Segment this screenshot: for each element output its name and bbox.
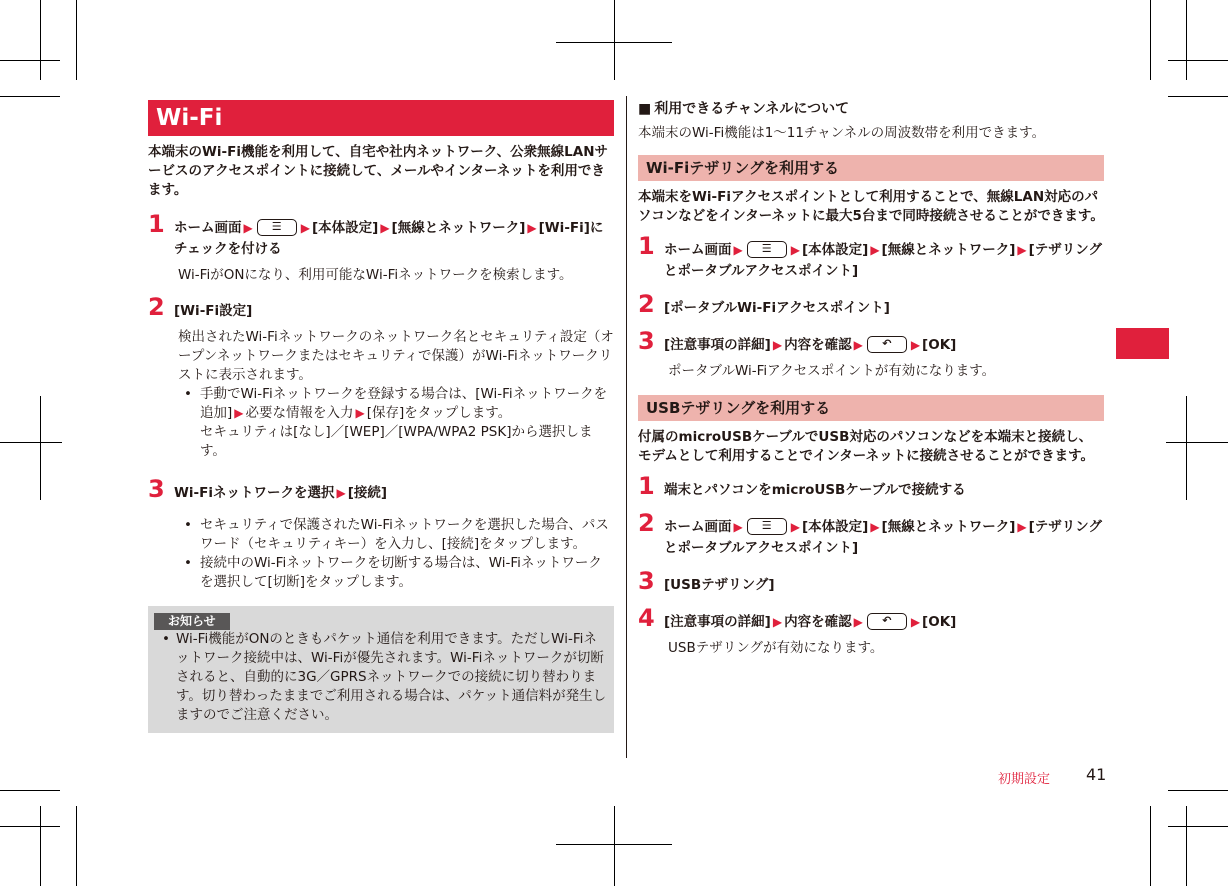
- step-number: 1: [638, 472, 655, 500]
- right-triangle-icon: ▶: [243, 221, 253, 235]
- subheading: ■ 利用できるチャンネルについて: [638, 101, 850, 117]
- square-bullet-icon: ■: [638, 101, 652, 117]
- step-description: ポータブルWi-Fiアクセスポイントが有効になります。: [668, 363, 996, 379]
- section-lead: 本端末のWi-Fi機能を利用して、自宅や社内ネットワーク、公衆無線LANサービスのアクセスポイントに接続して、メールやインターネットを利用できます。: [148, 144, 609, 198]
- usb-step-3: 3 [USBテザリング]: [638, 567, 775, 595]
- left-column: [148, 100, 614, 733]
- wifi-tethering-heading: Wi-Fiテザリングを利用する: [638, 155, 1104, 181]
- usb-step-2: 2 ホーム画面 ▶ ☰ ▶ [本体設定] ▶ [無線とネットワーク] ▶ [テザリングとポータブルアクセスポイント]: [638, 509, 1103, 556]
- list-item: • セキュリティで保護されたWi-Fiネットワークを選択した場合、パスワード（セキュリティキー）を入力し、[接続]をタップします。: [148, 516, 614, 554]
- step-number: 3: [148, 475, 165, 503]
- chapter-label: 初期設定: [998, 772, 1051, 787]
- step-number: 1: [638, 232, 655, 260]
- step-number: 2: [638, 290, 655, 318]
- usb-step-4: 4 [注意事項の詳細] ▶ 内容を確認 ▶ ↶ ▶ [OK]: [638, 604, 957, 632]
- right-triangle-icon: ▶: [910, 338, 921, 352]
- step-description: USBテザリングが有効になります。: [668, 640, 884, 656]
- right-triangle-icon: ▶: [527, 221, 537, 235]
- right-triangle-icon: ▶: [336, 486, 346, 500]
- right-triangle-icon: ▶: [853, 615, 863, 629]
- right-triangle-icon: ▶: [380, 221, 390, 235]
- right-triangle-icon: ▶: [910, 615, 921, 629]
- list-item: • 接続中のWi-Fiネットワークを切断する場合は、Wi-Fiネットワークを選択して[切断]をタップします。: [148, 554, 614, 592]
- notice-text: • Wi-Fi機能がONのときもパケット通信を利用できます。ただしWi-Fiネットワーク接続中は、Wi-Fiが優先されます。Wi-Fiネットワークが切断されると、自動的に3G／GPRSネットワークでの接続に切り替わります。切り替わったままでご利用される場合は、パケット通信料が発生しますのでご注意ください。: [154, 630, 608, 725]
- notice-box: [148, 606, 614, 733]
- menu-key-icon: ☰: [747, 241, 787, 258]
- usb-tethering-heading: USBテザリングを利用する: [638, 395, 1104, 421]
- usb-step-1: 1 端末とパソコンをmicroUSBケーブルで接続する: [638, 472, 966, 500]
- right-triangle-icon: ▶: [733, 520, 743, 534]
- page-number: 41: [1086, 765, 1107, 784]
- tether-step-1: 1 ホーム画面 ▶ ☰ ▶ [本体設定] ▶ [無線とネットワーク] ▶ [テザリングとポータブルアクセスポイント]: [638, 232, 1103, 279]
- step-number: 3: [638, 567, 655, 595]
- back-key-icon: ↶: [867, 336, 907, 353]
- step-3: 3 Wi-Fiネットワークを選択 ▶ [接続]: [148, 475, 388, 503]
- right-triangle-icon: ▶: [1017, 243, 1027, 257]
- step-description: Wi-FiがONになり、利用可能なWi-Fiネットワークを検索します。: [178, 267, 573, 283]
- right-column: [638, 100, 1104, 658]
- right-triangle-icon: ▶: [733, 243, 743, 257]
- step-number: 3: [638, 327, 655, 355]
- step-number: 2: [148, 293, 165, 321]
- right-triangle-icon: ▶: [790, 243, 800, 257]
- back-key-icon: ↶: [867, 613, 907, 630]
- right-triangle-icon: ▶: [853, 338, 863, 352]
- menu-key-icon: ☰: [257, 219, 297, 236]
- right-triangle-icon: ▶: [790, 520, 800, 534]
- right-triangle-icon: ▶: [300, 221, 310, 235]
- right-triangle-icon: ▶: [870, 520, 880, 534]
- right-triangle-icon: ▶: [1017, 520, 1027, 534]
- step-1: 1 ホーム画面 ▶ ☰ ▶ [本体設定] ▶ [無線とネットワーク] ▶ [Wi-Fi]にチェックを付ける: [148, 210, 604, 257]
- right-triangle-icon: ▶: [772, 338, 783, 352]
- chapter-tab: [1116, 328, 1169, 359]
- wifi-tethering-lead: 本端末をWi-Fiアクセスポイントとして利用することで、無線LAN対応のパソコンなどをインターネットに最大5台まで同時接続させることができます。: [638, 189, 1104, 224]
- menu-key-icon: ☰: [747, 518, 787, 535]
- tether-step-2: 2 [ポータブルWi-Fiアクセスポイント]: [638, 290, 890, 318]
- step-number: 4: [638, 604, 655, 632]
- step-number: 1: [148, 210, 165, 238]
- channel-text: 本端末のWi-Fi機能は1〜11チャンネルの周波数帯を利用できます。: [638, 125, 1046, 141]
- section-title: Wi-Fi: [148, 100, 614, 136]
- right-triangle-icon: ▶: [772, 615, 783, 629]
- notice-label: お知らせ: [154, 613, 230, 630]
- right-triangle-icon: ▶: [234, 406, 244, 420]
- tether-step-3: 3 [注意事項の詳細] ▶ 内容を確認 ▶ ↶ ▶ [OK]: [638, 327, 957, 355]
- step-description: 検出されたWi-Fiネットワークのネットワーク名とセキュリティ設定（オープンネットワークまたはセキュリティで保護）がWi-Fiネットワークリストに表示されます。: [178, 329, 614, 383]
- list-item: • 手動でWi-Fiネットワークを登録する場合は、[Wi-Fiネットワークを追加] ▶ 必要な情報を入力 ▶ [保存]をタップします。 セキュリティは[なし]／[WEP]／[WPA/WPA2 PSK]から選択します。: [148, 385, 614, 461]
- right-triangle-icon: ▶: [870, 243, 880, 257]
- step-2: 2 [Wi-Fi設定]: [148, 293, 253, 321]
- right-triangle-icon: ▶: [355, 406, 365, 420]
- usb-tethering-lead: 付属のmicroUSBケーブルでUSB対応のパソコンなどを本端末と接続し、モデムとして利用することでインターネットに接続させることができます。: [638, 429, 1095, 464]
- step-number: 2: [638, 509, 655, 537]
- column-divider: [626, 96, 627, 758]
